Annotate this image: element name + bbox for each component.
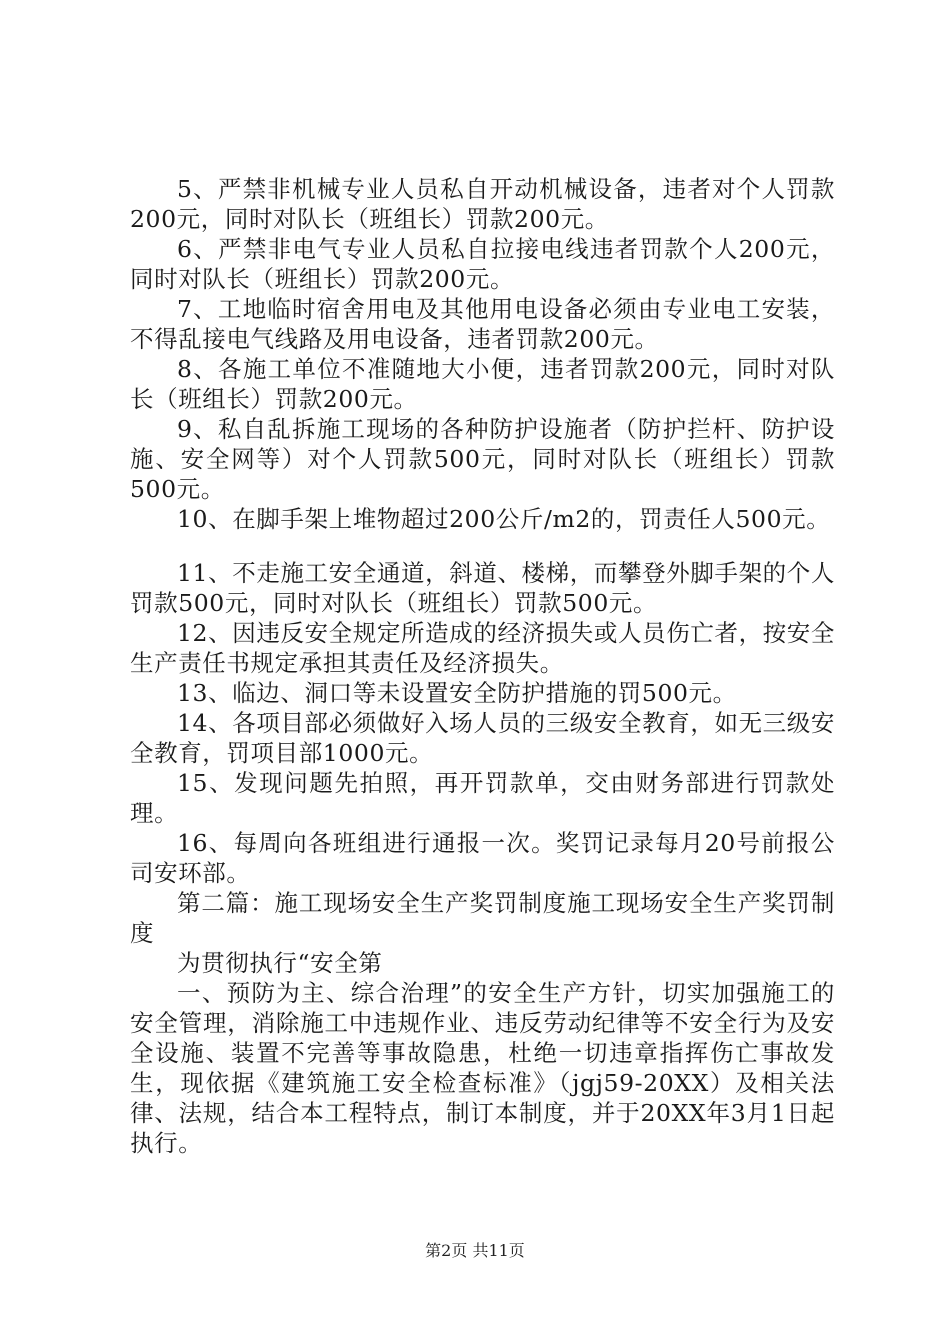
document-body bbox=[130, 174, 835, 1158]
paragraph-section-1: 一、预防为主、综合治理”的安全生产方针，切实加强施工的安全管理，消除施工中违规作业、违反劳动纪律等不安全行为及安全设施、装置不完善等事故隐患，杜绝一切违章指挥伤亡事故发生，现依据《建筑施工安全检查标准》（jgj59-20XX）及相关法律、法规，结合本工程特点，制订本制度，并于20XX年3月1日起执行。 bbox=[130, 979, 835, 1157]
paragraph-rule-10: 10、在脚手架上堆物超过200公斤/m2的，罚责任人500元。 bbox=[177, 505, 831, 533]
paragraph-rule-11: 11、不走施工安全通道，斜道、楼梯，而攀登外脚手架的个人罚款500元，同时对队长（班组长）罚款500元。 bbox=[130, 559, 835, 617]
paragraph-rule-7: 7、工地临时宿舍用电及其他用电设备必须由专业电工安装，不得乱接电气线路及用电设备，违者罚款200元。 bbox=[130, 295, 835, 353]
paragraph-intro: 为贯彻执行“安全第 bbox=[177, 949, 383, 977]
section-heading: 第二篇：施工现场安全生产奖罚制度施工现场安全生产奖罚制度 bbox=[130, 889, 835, 947]
page-number-footer: 第2页 共11页 bbox=[425, 1241, 525, 1260]
paragraph-spacer bbox=[130, 534, 835, 558]
paragraph-rule-8: 8、各施工单位不准随地大小便，违者罚款200元，同时对队长（班组长）罚款200元。 bbox=[130, 355, 835, 413]
paragraph-rule-6: 6、严禁非电气专业人员私自拉接电线违者罚款个人200元，同时对队长（班组长）罚款200元。 bbox=[130, 235, 835, 293]
paragraph-rule-5: 5、严禁非机械专业人员私自开动机械设备，违者对个人罚款200元，同时对队长（班组长）罚款200元。 bbox=[130, 175, 835, 233]
paragraph-rule-16: 16、每周向各班组进行通报一次。奖罚记录每月20号前报公司安环部。 bbox=[130, 829, 835, 887]
paragraph-rule-13: 13、临边、洞口等未设置安全防护措施的罚500元。 bbox=[177, 679, 737, 707]
paragraph-rule-14: 14、各项目部必须做好入场人员的三级安全教育，如无三级安全教育，罚项目部1000元。 bbox=[130, 709, 835, 767]
paragraph-rule-12: 12、因违反安全规定所造成的经济损失或人员伤亡者，按安全生产责任书规定承担其责任及经济损失。 bbox=[130, 619, 835, 677]
paragraph-rule-15: 15、发现问题先拍照，再开罚款单，交由财务部进行罚款处理。 bbox=[130, 769, 835, 827]
paragraph-rule-9: 9、私自乱拆施工现场的各种防护设施者（防护拦杆、防护设施、安全网等）对个人罚款500元，同时对队长（班组长）罚款500元。 bbox=[130, 415, 835, 503]
